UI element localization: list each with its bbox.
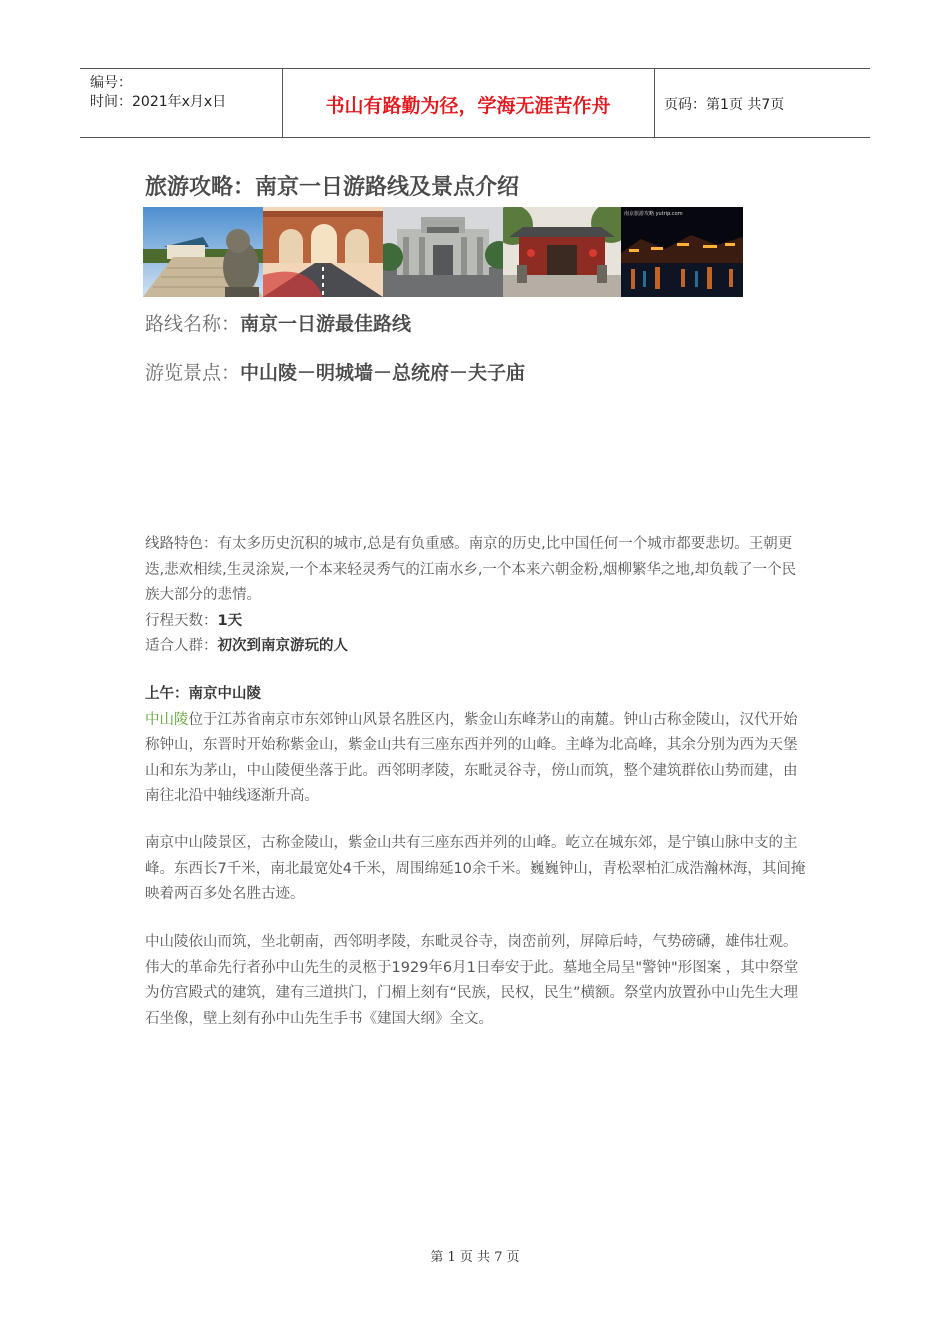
route-name <box>145 309 411 336</box>
header-page-cell <box>655 69 870 137</box>
mausoleum-link[interactable]: 中山陵 <box>145 711 189 728</box>
morning-section <box>145 682 807 810</box>
morning-heading: 上午：南京中山陵 <box>145 686 261 702</box>
route-label: 路线名称： <box>145 313 241 335</box>
photo-sun-yat-sen-mausoleum <box>143 207 263 297</box>
photo-confucius-temple <box>503 207 621 297</box>
photo-qinhuai-night <box>621 207 743 297</box>
morning-paragraph-2: 南京中山陵景区，古称金陵山，紫金山共有三座东西并列的山峰。屹立在城东郊，是宁镇山脉中支的主峰。东西长7千米，南北最宽处4千米，周围绵延10余千米。巍巍钟山，青松翠柏汇成浩瀚林海，其间掩映着两百多处名胜古迹。 <box>145 835 806 902</box>
morning-paragraph-3: 中山陵依山而筑，坐北朝南，西邻明孝陵，东毗灵谷寺，岗峦前列，屏障后峙，气势磅礴，雄伟壮观。伟大的革命先行者孙中山先生的灵柩于1929年6月1日奉安于此。墓地全局呈"警钟"形图案 ，其中祭堂为仿宫殿式的建筑，建有三道拱门，门楣上刻有“民族，民权，民生”横额。祭堂内放置孙中山先生大理石坐像，壁上刻有孙中山先生手书《建国大纲》全文。 <box>145 934 799 1027</box>
page-header <box>80 68 870 138</box>
document-date: 时间：2021年x月x日 <box>90 94 227 110</box>
route-value: 南京一日游最佳路线 <box>240 313 412 335</box>
spots-value: 中山陵－明城墙－总统府－夫子庙 <box>240 362 526 384</box>
route-features <box>145 532 807 660</box>
photo-strip <box>143 207 743 297</box>
page-title: 旅游攻略：南京一日游路线及景点介绍 <box>145 175 520 200</box>
header-info-cell <box>80 69 283 137</box>
spots-label: 游览景点： <box>145 362 241 384</box>
header-motto: 书山有路勤为径，学海无涯苦作舟 <box>325 95 611 117</box>
photo-city-wall-gate <box>263 207 383 297</box>
document-number: 编号： <box>90 75 132 91</box>
photo-caption: 南京旅游攻略 yutrip.com <box>624 211 683 217</box>
visited-spots <box>145 358 525 385</box>
features-paragraph: 线路特色：有太多历史沉积的城市,总是有负重感。南京的历史,比中国任何一个城市都要悲切。王朝更迭,悲欢相续,生灵涂炭,一个本来轻灵秀气的江南水乡,一个本来六朝金粉,烟柳繁华之地,却负载了一个民族大部分的悲情。 <box>145 536 797 603</box>
morning-paragraph-1: 中山陵位于江苏省南京市东郊钟山风景名胜区内，紫金山东峰茅山的南麓。钟山古称金陵山，汉代开始称钟山，东晋时开始称紫金山，紫金山共有三座东西并列的山峰。主峰为北高峰，其余分别为西为天堡山和东为茅山，中山陵便坐落于此。西邻明孝陵，东毗灵谷寺，傍山而筑，整个建筑群依山势而建，由南往北沿中轴线逐渐升高。 <box>145 711 798 804</box>
page-footer: 第 1 页 共 7 页 <box>430 1250 520 1265</box>
trip-days: 行程天数：1天 <box>145 612 243 629</box>
header-page-number: 页码：第1页 共7页 <box>664 97 785 113</box>
target-audience: 适合人群：初次到南京游玩的人 <box>145 638 348 654</box>
header-motto-cell <box>282 69 655 137</box>
photo-presidential-palace <box>383 207 503 297</box>
